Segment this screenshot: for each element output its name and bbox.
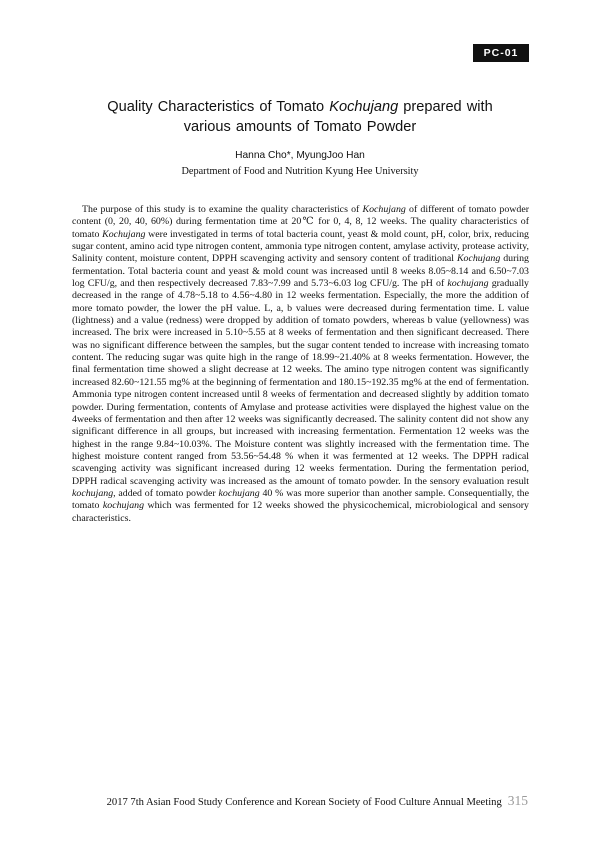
conference-name: 2017 7th Asian Food Study Conference and Korean Society of Food Culture Annual Meeting [106,797,502,808]
abstract-term: kochujang [102,500,145,512]
abstract-term: Kochujang [102,228,146,240]
author-list: Hanna Cho*, MyungJoo Han [235,150,365,161]
abstract-text: The purpose of this study is to examine the quality characteristics of [82,204,363,215]
abstract-text: 40 % was more superior than another sample. Consequentially, the tomato [72,487,529,512]
abstract-term: kochujang [218,487,260,499]
abstract-text: during fermentation. Total bacteria count and yeast & mold count was increased until 8 weeks 8.05~8.14 and 6.50~7.03 log CFU/g, and then respectively decreased 7.83~7.99 and 5.73~6.03 log CFU/g. The pH of [72,253,529,290]
abstract-text: of different of tomato powder content (0, 20, 40, 60%) during fermentation time at 20℃ for 0, 4, 8, 12 weeks. The quality characteristics of tomato [72,204,529,240]
paper-title [60,97,540,137]
abstract-body [72,204,529,525]
abstract-text: , added of tomato powder [113,487,219,499]
abstract-text: were investigated in terms of total bacteria count, yeast & mold count, pH, color, brix, reducing sugar content, amino acid type nitrogen content, ammonia type nitrogen content, amylase activity, protease activity, Salinity content, moisture content, DPPH scavenging activity and sensory content of traditional [72,228,529,265]
abstract-term: Kochujang [362,204,406,215]
abstract-term: kochujang [72,487,114,499]
title-line1-before: Quality Characteristics of Tomato [107,99,330,115]
title-line1-after: prepared with [398,99,493,115]
title-line2: various amounts of Tomato Powder [183,119,417,135]
abstract-text: gradually decreased in the range of 4.78~5.18 to 4.56~4.80 in 12 weeks fermentation. Especially, the more the addition of more tomato powder, the lower the pH value. L, a, b values were decreased during fermentation time. L value (lightness) and a value (redness) were dropped by addition of tomato powders, whereas b value (yellowness) was increased. The brix were increased in 5.10~5.55 at 8 weeks of fermentation and then significant decreased. There was no significant difference between the samples, but the sugar content tended to increase with increasing tomato content. The reducing sugar was quite high in the range of 18.99~21.40% at 8 weeks fermentation. However, the final fermentation time showed a slight decrease at 12 weeks. The amino type nitrogen content was significantly increased 82.60~121.55 mg% at the beginning of fermentation and 180.15~192.35 mg% at the end of fermentation. Ammonia type nitrogen content increased until 8 weeks of fermentation and decreased slightly by addition tomato powder. During fermentation, contents of Amylase and protease activities were displayed the highest value on the 4weeks of fermentation and then after 12 weeks was significantly decreased. The salinity content did not show any significant difference in all groups, but increased with increasing fermentation. Fermentation 12 weeks was the highest in the range 9.84~10.03%. The Moisture content was slightly increased with the fermentation time. The highest moisture content ranged from 53.56~54.48 % when it was fermented at 12 weeks. The DPPH radical scavenging activity was significant increased during 12 weeks fermentation. During the fermentation period, DPPH radical scavenging activity was increased as the amount of tomato powder. In the sensory evaluation result [72,278,529,487]
poster-code-badge: PC-01 [473,44,529,62]
abstract-term: Kochujang [456,253,501,265]
affiliation: Department of Food and Nutrition Kyung Hee University [181,166,419,177]
title-line1-italic: Kochujang [329,99,399,115]
page-number: 315 [507,793,528,808]
abstract-text: which was fermented for 12 weeks showed the physicochemical, microbiological and sensory characteristics. [72,500,529,524]
abstract-term: kochujang [447,278,489,290]
page-footer [60,793,528,813]
